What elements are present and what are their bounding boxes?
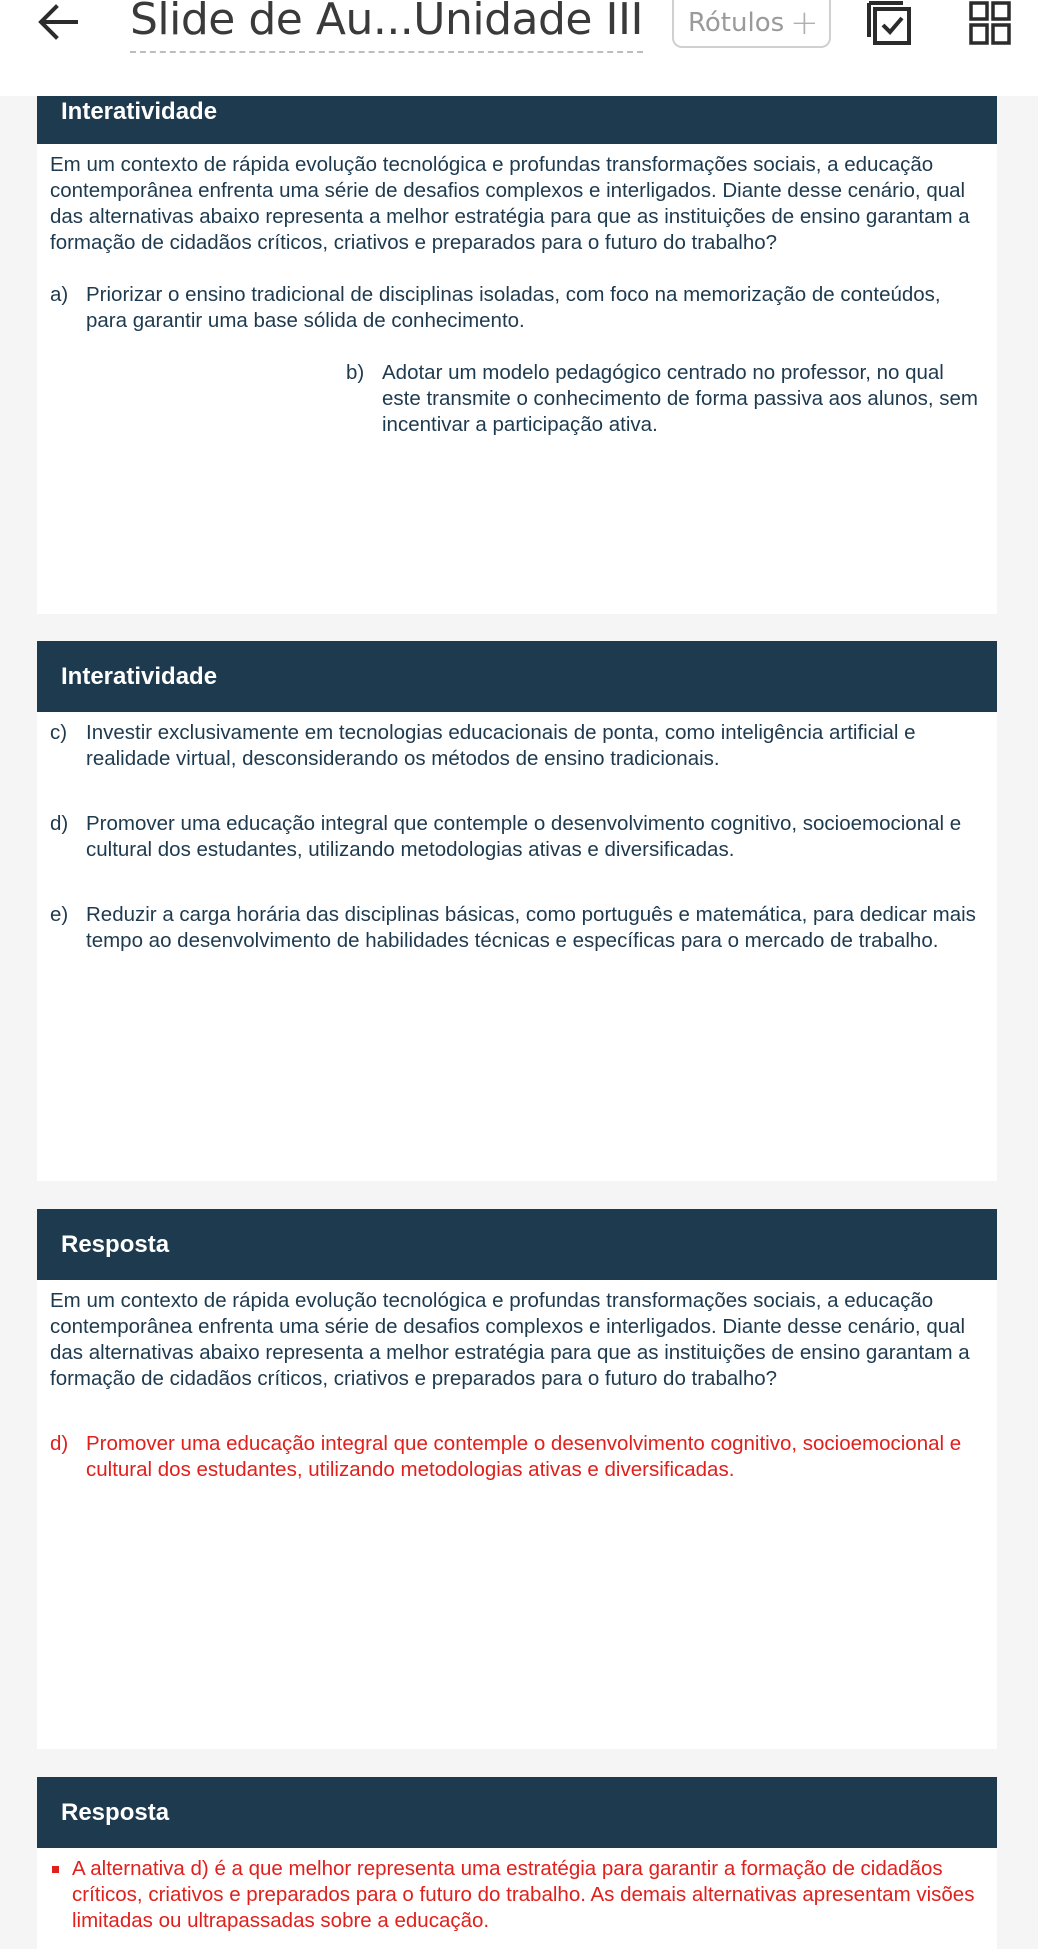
- answer-explanation: [50, 1856, 983, 1934]
- slide-header: [37, 641, 997, 712]
- answer-option: [50, 1431, 983, 1483]
- checklist-button[interactable]: [862, 0, 918, 48]
- option-text: Adotar um modelo pedagógico centrado no professor, no qual este transmite o conhecimento de forma passiva aos alunos, sem incentivar a participação ativa.: [382, 361, 978, 436]
- arrow-left-icon: [36, 2, 80, 42]
- option-text: Promover uma educação integral que contemple o desenvolvimento cognitivo, socioemocional e cultural dos estudantes, utilizando metodologias ativas e diversificadas.: [86, 812, 962, 861]
- grid-view-button[interactable]: [962, 0, 1018, 48]
- option-d: [50, 811, 983, 863]
- question-text: Em um contexto de rápida evolução tecnológica e profundas transformações sociais, a educação contemporânea enfrenta uma série de desafios complexos e interligados. Diante desse cenário, qual das alternativas abaixo representa a melhor estratégia para que as instituições de ensino garantam a formação de cidadãos críticos, criativos e preparados para o futuro do trabalho?: [50, 153, 970, 254]
- labels-button[interactable]: [672, 0, 831, 48]
- slide-interatividade-1: [37, 96, 997, 614]
- plus-icon: +: [790, 3, 819, 43]
- question-text: Em um contexto de rápida evolução tecnológica e profundas transformações sociais, a educação contemporânea enfrenta uma série de desafios complexos e interligados. Diante desse cenário, qual das alternativas abaixo representa a melhor estratégia para que as instituições de ensino garantam a formação de cidadãos críticos, criativos e preparados para o futuro do trabalho?: [50, 1289, 970, 1390]
- top-app-bar: [0, 0, 1038, 96]
- option-c: [50, 720, 983, 772]
- option-letter: a): [50, 283, 69, 306]
- slide-body: [37, 712, 997, 954]
- option-e: [50, 902, 983, 954]
- slide-body: [37, 1280, 997, 1483]
- slide-resposta-2: [37, 1777, 997, 1949]
- slide-resposta-1: [37, 1209, 997, 1749]
- grid-icon: [968, 1, 1012, 47]
- slide-header-title: Resposta: [61, 1230, 170, 1258]
- back-button[interactable]: [30, 0, 86, 44]
- option-letter: c): [50, 721, 68, 744]
- option-text: Reduzir a carga horária das disciplinas básicas, como português e matemática, para dedicar mais tempo ao desenvolvimento de habilidades técnicas e específicas para o mercado de trabalho.: [86, 903, 976, 952]
- checklist-icon: [865, 1, 915, 47]
- labels-chip-label: Rótulos: [688, 8, 785, 38]
- option-b: [346, 360, 983, 438]
- option-letter: d): [50, 812, 69, 835]
- option-text: Promover uma educação integral que contemple o desenvolvimento cognitivo, socioemocional e cultural dos estudantes, utilizando metodologias ativas e diversificadas.: [86, 1432, 962, 1481]
- slide-interatividade-2: [37, 641, 997, 1181]
- slide-body: [37, 144, 997, 438]
- slide-header: [37, 1209, 997, 1280]
- option-a: [50, 282, 983, 334]
- option-text: Priorizar o ensino tradicional de disciplinas isoladas, com foco na memorização de conteúdos, para garantir uma base sólida de conhecimento.: [86, 283, 941, 332]
- slide-header-title: Resposta: [61, 1798, 170, 1826]
- slide-header: [37, 96, 997, 144]
- option-letter: b): [346, 361, 365, 384]
- slide-body: [37, 1848, 997, 1934]
- option-letter: e): [50, 903, 69, 926]
- slide-header-title: Interatividade: [61, 98, 218, 125]
- option-text: Investir exclusivamente em tecnologias educacionais de ponta, como inteligência artificial e realidade virtual, desconsiderando os métodos de ensino tradicionais.: [86, 721, 916, 770]
- document-title[interactable]: Slide de Au...Unidade III: [130, 0, 643, 53]
- slide-header-title: Interatividade: [61, 662, 218, 690]
- bullet-square-icon: [52, 1866, 59, 1873]
- explanation-text: A alternativa d) é a que melhor representa uma estratégia para garantir a formação de cidadãos críticos, criativos e preparados para o futuro do trabalho. As demais alternativas apresentam visões limitadas ou ultrapassadas sobre a educação.: [72, 1857, 975, 1932]
- option-letter: d): [50, 1432, 69, 1455]
- slide-header: [37, 1777, 997, 1848]
